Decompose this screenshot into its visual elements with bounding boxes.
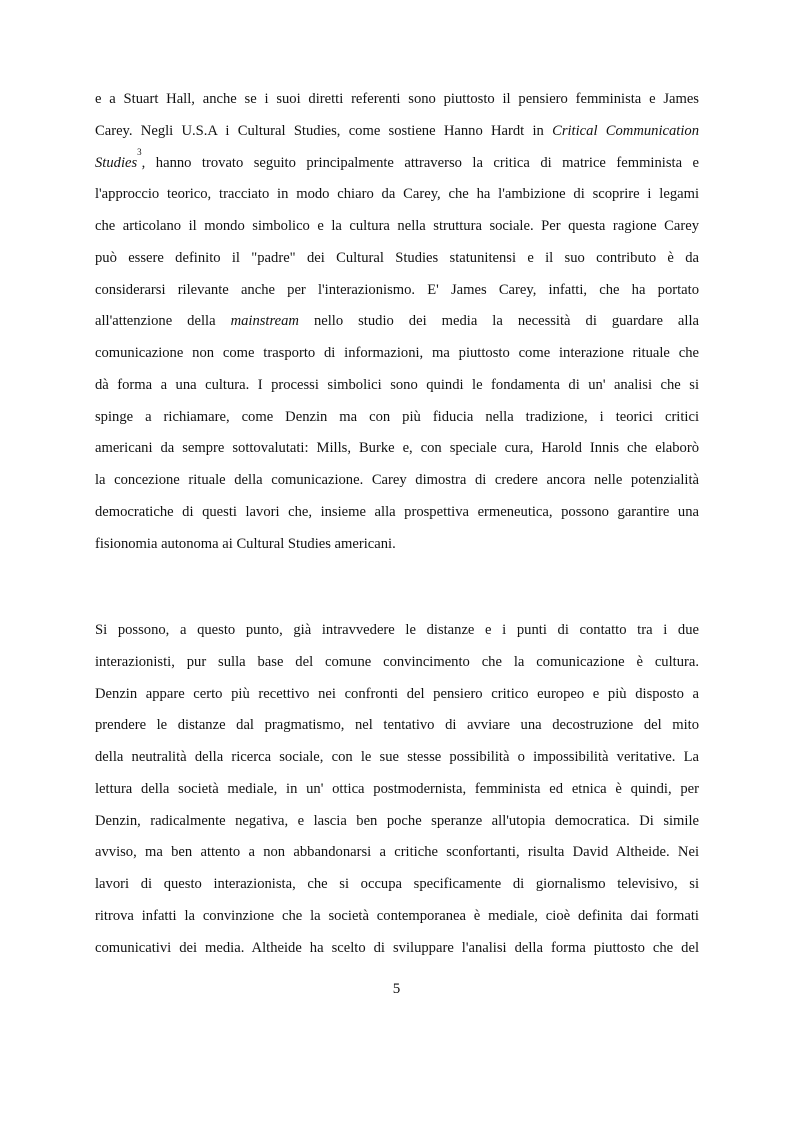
text-run: democratiche di questi lavori che, insieme alla prospettiva ermeneutica, possono garantire una <box>95 503 699 520</box>
text-run: che articolano il mondo simbolico e la cultura nella struttura sociale. Per questa ragione Carey <box>95 218 699 234</box>
text-run: lavori di questo interazionista, che si occupa specificamente di giornalismo televisivo, si <box>95 876 699 892</box>
page-number: 5 <box>392 981 401 997</box>
text-line <box>95 837 699 869</box>
text-run: comunicazione non come trasporto di informazioni, ma piuttosto come interazione rituale che <box>95 345 699 361</box>
italic-text: Critical Communication <box>552 122 699 139</box>
text-line <box>95 306 699 338</box>
text-line <box>95 465 699 497</box>
text-line <box>95 243 699 275</box>
text-run: lettura della società mediale, in un' ottica postmodernista, femminista ed etnica è quindi, per <box>95 780 699 797</box>
text-run: Carey. Negli U.S.A i Cultural Studies, come sostiene Hanno Hardt in <box>95 122 553 139</box>
text-line <box>95 275 699 307</box>
text-run: comunicativi dei media. Altheide ha scelto di sviluppare l'analisi della forma piuttosto che del <box>95 939 699 956</box>
text-run: americani da sempre sottovalutati: Mills, Burke e, con speciale cura, Harold Innis che elaborò <box>95 440 699 457</box>
text-line <box>95 211 699 243</box>
text-line <box>95 148 699 180</box>
italic-text: Studies <box>95 154 138 171</box>
text-line <box>95 933 699 965</box>
text-line <box>95 84 699 116</box>
text-run: nello studio dei media la necessità di guardare alla <box>298 313 699 330</box>
text-line <box>95 370 699 402</box>
text-line <box>95 679 699 711</box>
text-line <box>95 742 699 774</box>
text-run: Denzin, radicalmente negativa, e lascia ben poche speranze all'utopia democratica. Di simile <box>95 812 699 829</box>
text-line <box>95 179 699 211</box>
text-run: l'approccio teorico, tracciato in modo chiaro da Carey, che ha l'ambizione di scoprire i legami <box>95 186 699 203</box>
text-run: interazionisti, pur sulla base del comune convincimento che la comunicazione è cultura. <box>95 653 699 670</box>
text-run: dà forma a una cultura. I processi simbolici sono quindi le fondamenta di un' analisi che si <box>95 376 699 393</box>
text-line <box>95 647 699 679</box>
text-run: spinge a richiamare, come Denzin ma con più fiducia nella tradizione, i teorici critici <box>95 408 699 425</box>
paragraph-1 <box>95 84 699 560</box>
text-run: considerarsi rilevante anche per l'interazionismo. E' James Carey, infatti, che ha portato <box>95 281 699 298</box>
text-run: la concezione rituale della comunicazione. Carey dimostra di credere ancora nelle potenzialità <box>95 472 699 488</box>
text-line <box>95 338 699 370</box>
text-line <box>95 774 699 806</box>
text-run: può essere definito il "padre" dei Cultural Studies statunitensi e il suo contributo è da <box>95 249 699 266</box>
text-run: prendere le distanze dal pragmatismo, nel tentativo di avviare una decostruzione del mito <box>95 717 699 734</box>
text-run: ritrova infatti la convinzione che la società contemporanea è mediale, cioè definita dai formati <box>95 907 699 924</box>
text-line <box>95 433 699 465</box>
text-line <box>95 615 699 647</box>
text-line <box>95 402 699 434</box>
text-line <box>95 869 699 901</box>
text-run: della neutralità della ricerca sociale, con le sue stesse possibilità o impossibilità veritative. La <box>95 749 699 765</box>
text-line <box>95 806 699 838</box>
italic-text: mainstream <box>230 313 299 330</box>
text-line <box>95 529 699 561</box>
text-line <box>95 710 699 742</box>
footnote-marker: 3 <box>137 147 142 157</box>
text-line <box>95 901 699 933</box>
text-run: Denzin appare certo più recettivo nei confronti del pensiero critico europeo e più disposto a <box>95 685 699 702</box>
text-run: Si possono, a questo punto, già intravvedere le distanze e i punti di contatto tra i due <box>95 622 699 638</box>
text-run: , hanno trovato seguito principalmente attraverso la critica di matrice femminista e <box>141 154 699 171</box>
text-line <box>95 497 699 529</box>
text-run: fisionomia autonoma ai Cultural Studies americani. <box>95 535 396 552</box>
text-line <box>95 116 699 148</box>
text-run: e a Stuart Hall, anche se i suoi diretti referenti sono piuttosto il pensiero femminista e James <box>95 91 699 107</box>
text-run: all'attenzione della <box>95 313 231 330</box>
text-run: avviso, ma ben attento a non abbandonarsi a critiche sconfortanti, risulta David Altheide. Nei <box>95 844 699 861</box>
paragraph-2 <box>95 615 699 964</box>
